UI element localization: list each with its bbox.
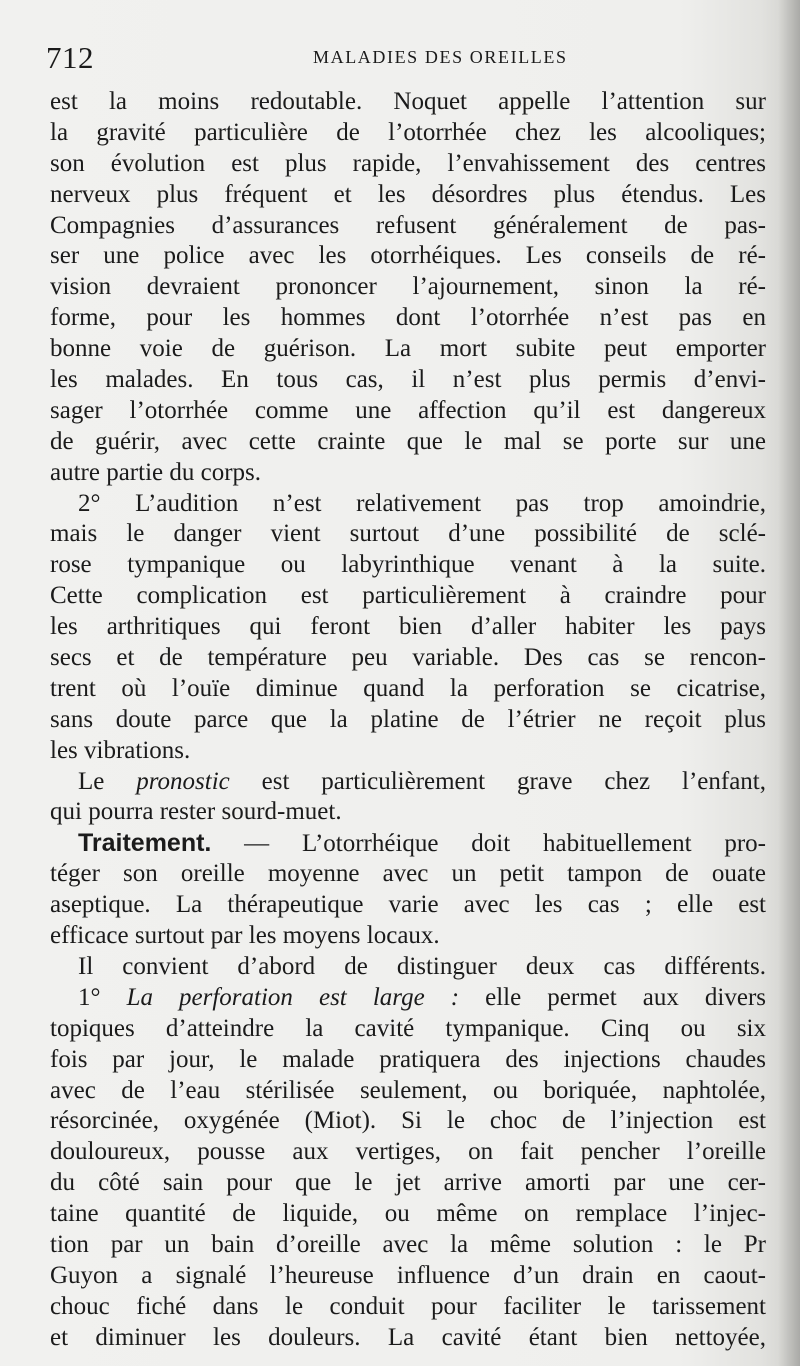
text-line: topiques d’atteindre la cavité tympanique. Cinq ou six bbox=[50, 1014, 766, 1042]
running-head: MALADIES DES OREILLES bbox=[313, 47, 568, 67]
italic-term-pronostic: pronostic bbox=[136, 767, 230, 795]
text-line: bonne voie de guérison. La mort subite peut emporter bbox=[50, 335, 766, 363]
page-gutter-shadow bbox=[778, 0, 800, 1366]
text-run: Le bbox=[78, 767, 137, 795]
text-line: qui pourra rester sourd-muet. bbox=[50, 798, 342, 826]
body-text bbox=[50, 87, 766, 1354]
text-line: téger son oreille moyenne avec un petit tampon de ouate bbox=[50, 860, 766, 888]
page-number: 712 bbox=[46, 40, 94, 75]
text-line: son évolution est plus rapide, l’envahissement des centres bbox=[50, 149, 766, 177]
text-line: mais le danger vient surtout d’une possibilité de sclé- bbox=[50, 520, 766, 548]
text-line: sans doute parce que la platine de l’étrier ne reçoit plus bbox=[50, 705, 766, 733]
text-run: est particulièrement grave chez l’enfant, bbox=[229, 767, 766, 795]
text-line: forme, pour les hommes dont l’otorrhée n’est pas en bbox=[50, 304, 766, 332]
text-line: secs et de température peu variable. Des cas se rencon- bbox=[50, 644, 766, 672]
text-line: nerveux plus fréquent et les désordres plus étendus. Les bbox=[50, 180, 766, 208]
text-line: vision devraient prononcer l’ajournement, sinon la ré- bbox=[50, 273, 766, 301]
text-line: résorcinée, oxygénée (Miot). Si le choc de l’injection est bbox=[50, 1107, 766, 1135]
section-heading-traitement: Traitement. bbox=[78, 829, 212, 858]
italic-subheading: La perforation est large : bbox=[126, 983, 460, 1011]
text-line: Il convient d’abord de distinguer deux cas différents. bbox=[78, 952, 766, 980]
text-line: les arthritiques qui feront bien d’aller habiter les pays bbox=[50, 613, 766, 641]
text-line: ser une police avec les otorrhéiques. Les conseils de ré- bbox=[50, 242, 766, 270]
text-run: — L’otorrhéique doit habituellement pro- bbox=[211, 830, 766, 858]
text-line: Compagnies d’assurances refusent généralement de pas- bbox=[50, 211, 766, 239]
text-line: tion par un bain d’oreille avec la même solution : le Pr bbox=[50, 1230, 766, 1258]
text-line: rose tympanique ou labyrinthique venant à la suite. bbox=[50, 551, 766, 579]
text-line: douloureux, pousse aux vertiges, on fait pencher l’oreille bbox=[50, 1138, 766, 1166]
text-line: les vibrations. bbox=[50, 736, 191, 764]
text-line: chouc fiché dans le conduit pour faciliter le tarissement bbox=[50, 1292, 766, 1320]
text-line: de guérir, avec cette crainte que le mal se porte sur une bbox=[50, 427, 766, 455]
text-line bbox=[50, 828, 766, 859]
text-line: et diminuer les douleurs. La cavité étant bien nettoyée, bbox=[50, 1323, 766, 1351]
text-line bbox=[50, 983, 766, 1014]
page-header bbox=[46, 40, 766, 80]
text-run: elle permet aux divers bbox=[459, 983, 766, 1011]
text-run: 1° bbox=[78, 983, 127, 1011]
text-line: la gravité particulière de l’otorrhée chez les alcooliques; bbox=[50, 118, 766, 146]
text-line: 2° L’audition n’est relativement pas trop amoindrie, bbox=[78, 489, 766, 517]
text-line: du côté sain pour que le jet arrive amorti par une cer- bbox=[50, 1169, 766, 1197]
text-line: sager l’otorrhée comme une affection qu’il est dangereux bbox=[50, 396, 766, 424]
text-line: Guyon a signalé l’heureuse influence d’un drain en caout- bbox=[50, 1261, 766, 1289]
text-line: les malades. En tous cas, il n’est plus permis d’envi- bbox=[50, 366, 766, 394]
text-line: efficace surtout par les moyens locaux. bbox=[50, 922, 440, 950]
text-line: est la moins redoutable. Noquet appelle l’attention sur bbox=[50, 88, 766, 115]
text-line: aseptique. La thérapeutique varie avec les cas ; elle est bbox=[50, 891, 766, 919]
text-line: trent où l’ouïe diminue quand la perforation se cicatrise, bbox=[50, 674, 766, 702]
text-line bbox=[50, 767, 766, 798]
text-line: autre partie du corps. bbox=[50, 458, 262, 486]
text-line: fois par jour, le malade pratiquera des injections chaudes bbox=[50, 1045, 766, 1073]
text-line: Cette complication est particulièrement à craindre pour bbox=[50, 582, 766, 610]
text-line: taine quantité de liquide, ou même on remplace l’injec- bbox=[50, 1200, 766, 1228]
text-line: avec de l’eau stérilisée seulement, ou boriquée, naphtolée, bbox=[50, 1076, 766, 1104]
